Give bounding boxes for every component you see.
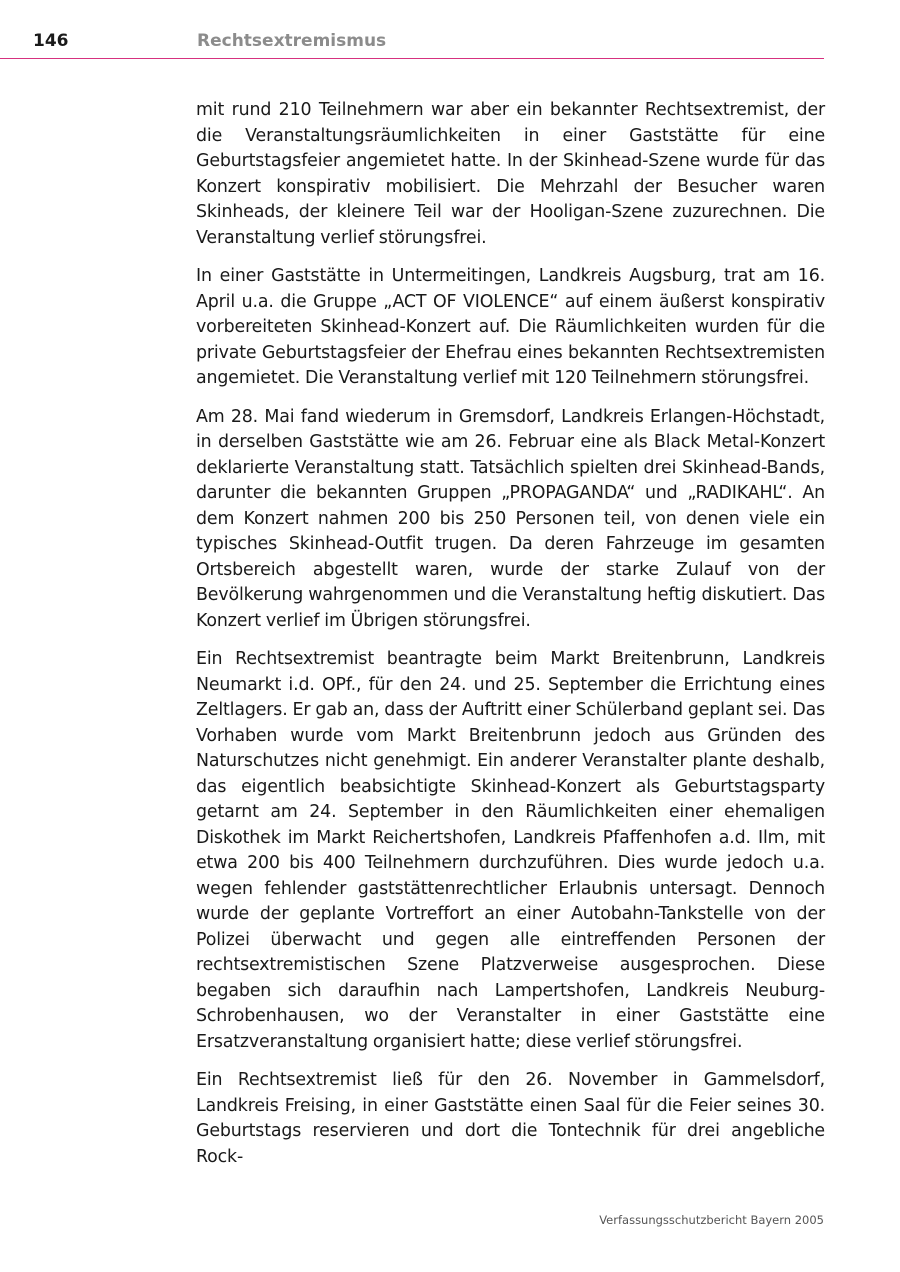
paragraph-1: mit rund 210 Teilnehmern war aber ein bekannter Rechtsextremist, der die Veranstaltungsräumlichkeiten in einer Gaststätte für eine Geburtstagsfeier angemietet hatte. In der Skinhead-Szene wurde für das Konzert konspirativ mobilisiert. Die Mehrzahl der Besucher waren Skinheads, der kleinere Teil war der Hooligan-Szene zuzurechnen. Die Veranstaltung verlief störungsfrei. — [196, 100, 825, 248]
page-number: 146 — [33, 31, 69, 51]
paragraph-5: Ein Rechtsextremist ließ für den 26. November in Gammelsdorf, Landkreis Freising, in einer Gaststätte einen Saal für die Feier seines 30. Geburtstags reservieren und dort die Tontechnik für drei angebliche Rock- — [196, 1070, 825, 1167]
body-text — [196, 98, 825, 1183]
paragraph-3: Am 28. Mai fand wiederum in Gremsdorf, Landkreis Erlangen-Höchstadt, in derselben Gaststätte wie am 26. Februar eine als Black Metal-Konzert deklarierte Veranstaltung statt. Tatsächlich spielten drei Skinhead-Bands, darunter die bekannten Gruppen „PROPAGANDA“ und „RADIKAHL“. An dem Konzert nahmen 200 bis 250 Personen teil, von denen viele ein typisches Skinhead-Outfit trugen. Da deren Fahrzeuge im gesamten Ortsbereich abgestellt waren, wurde der starke Zulauf von der Bevölkerung wahrgenommen und die Veranstaltung heftig diskutiert. Das Konzert verlief im Übrigen störungsfrei. — [196, 406, 825, 631]
running-title: Rechtsextremismus — [197, 31, 387, 51]
paragraph-2: In einer Gaststätte in Untermeitingen, Landkreis Augsburg, trat am 16. April u.a. die Gruppe „ACT OF VIOLENCE“ auf einem äußerst konspirativ vorbereiteten Skinhead-Konzert auf. Die Räumlichkeiten wurden für die private Geburtstagsfeier der Ehefrau eines bekannten Rechtsextremisten angemietet. Die Veranstaltung verlief mit 120 Teilnehmern störungsfrei. — [196, 266, 825, 388]
paragraph-4: Ein Rechtsextremist beantragte beim Markt Breitenbrunn, Landkreis Neumarkt i.d. OPf., für den 24. und 25. September die Errichtung eines Zeltlagers. Er gab an, dass der Auftritt einer Schülerband geplant sei. Das Vorhaben wurde vom Markt Breitenbrunn jedoch aus Gründen des Naturschutzes nicht genehmigt. Ein anderer Veranstalter plante deshalb, das eigentlich beabsichtigte Skinhead-Konzert als Geburtstagsparty getarnt am 24. September in den Räumlichkeiten einer ehemaligen Diskothek im Markt Reichertshofen, Landkreis Pfaffenhofen a.d. Ilm, mit etwa 200 bis 400 Teilnehmern durchzuführen. Dies wurde jedoch u.a. wegen fehlender gaststättenrechtlicher Erlaubnis untersagt. Dennoch wurde der geplante Vortreffort an einer Autobahn-Tankstelle von der Polizei überwacht und gegen alle eintreffenden Personen der rechtsextremistischen Szene Platzverweise ausgesprochen. Diese begaben sich daraufhin nach Lampertshofen, Landkreis Neuburg-Schrobenhausen, wo der Veranstalter in einer Gaststätte eine Ersatzveranstaltung organisiert hatte; diese verlief störungsfrei. — [196, 649, 825, 1052]
page-footer: Verfassungsschutzbericht Bayern 2005 — [599, 1213, 824, 1227]
page-header — [0, 0, 824, 59]
